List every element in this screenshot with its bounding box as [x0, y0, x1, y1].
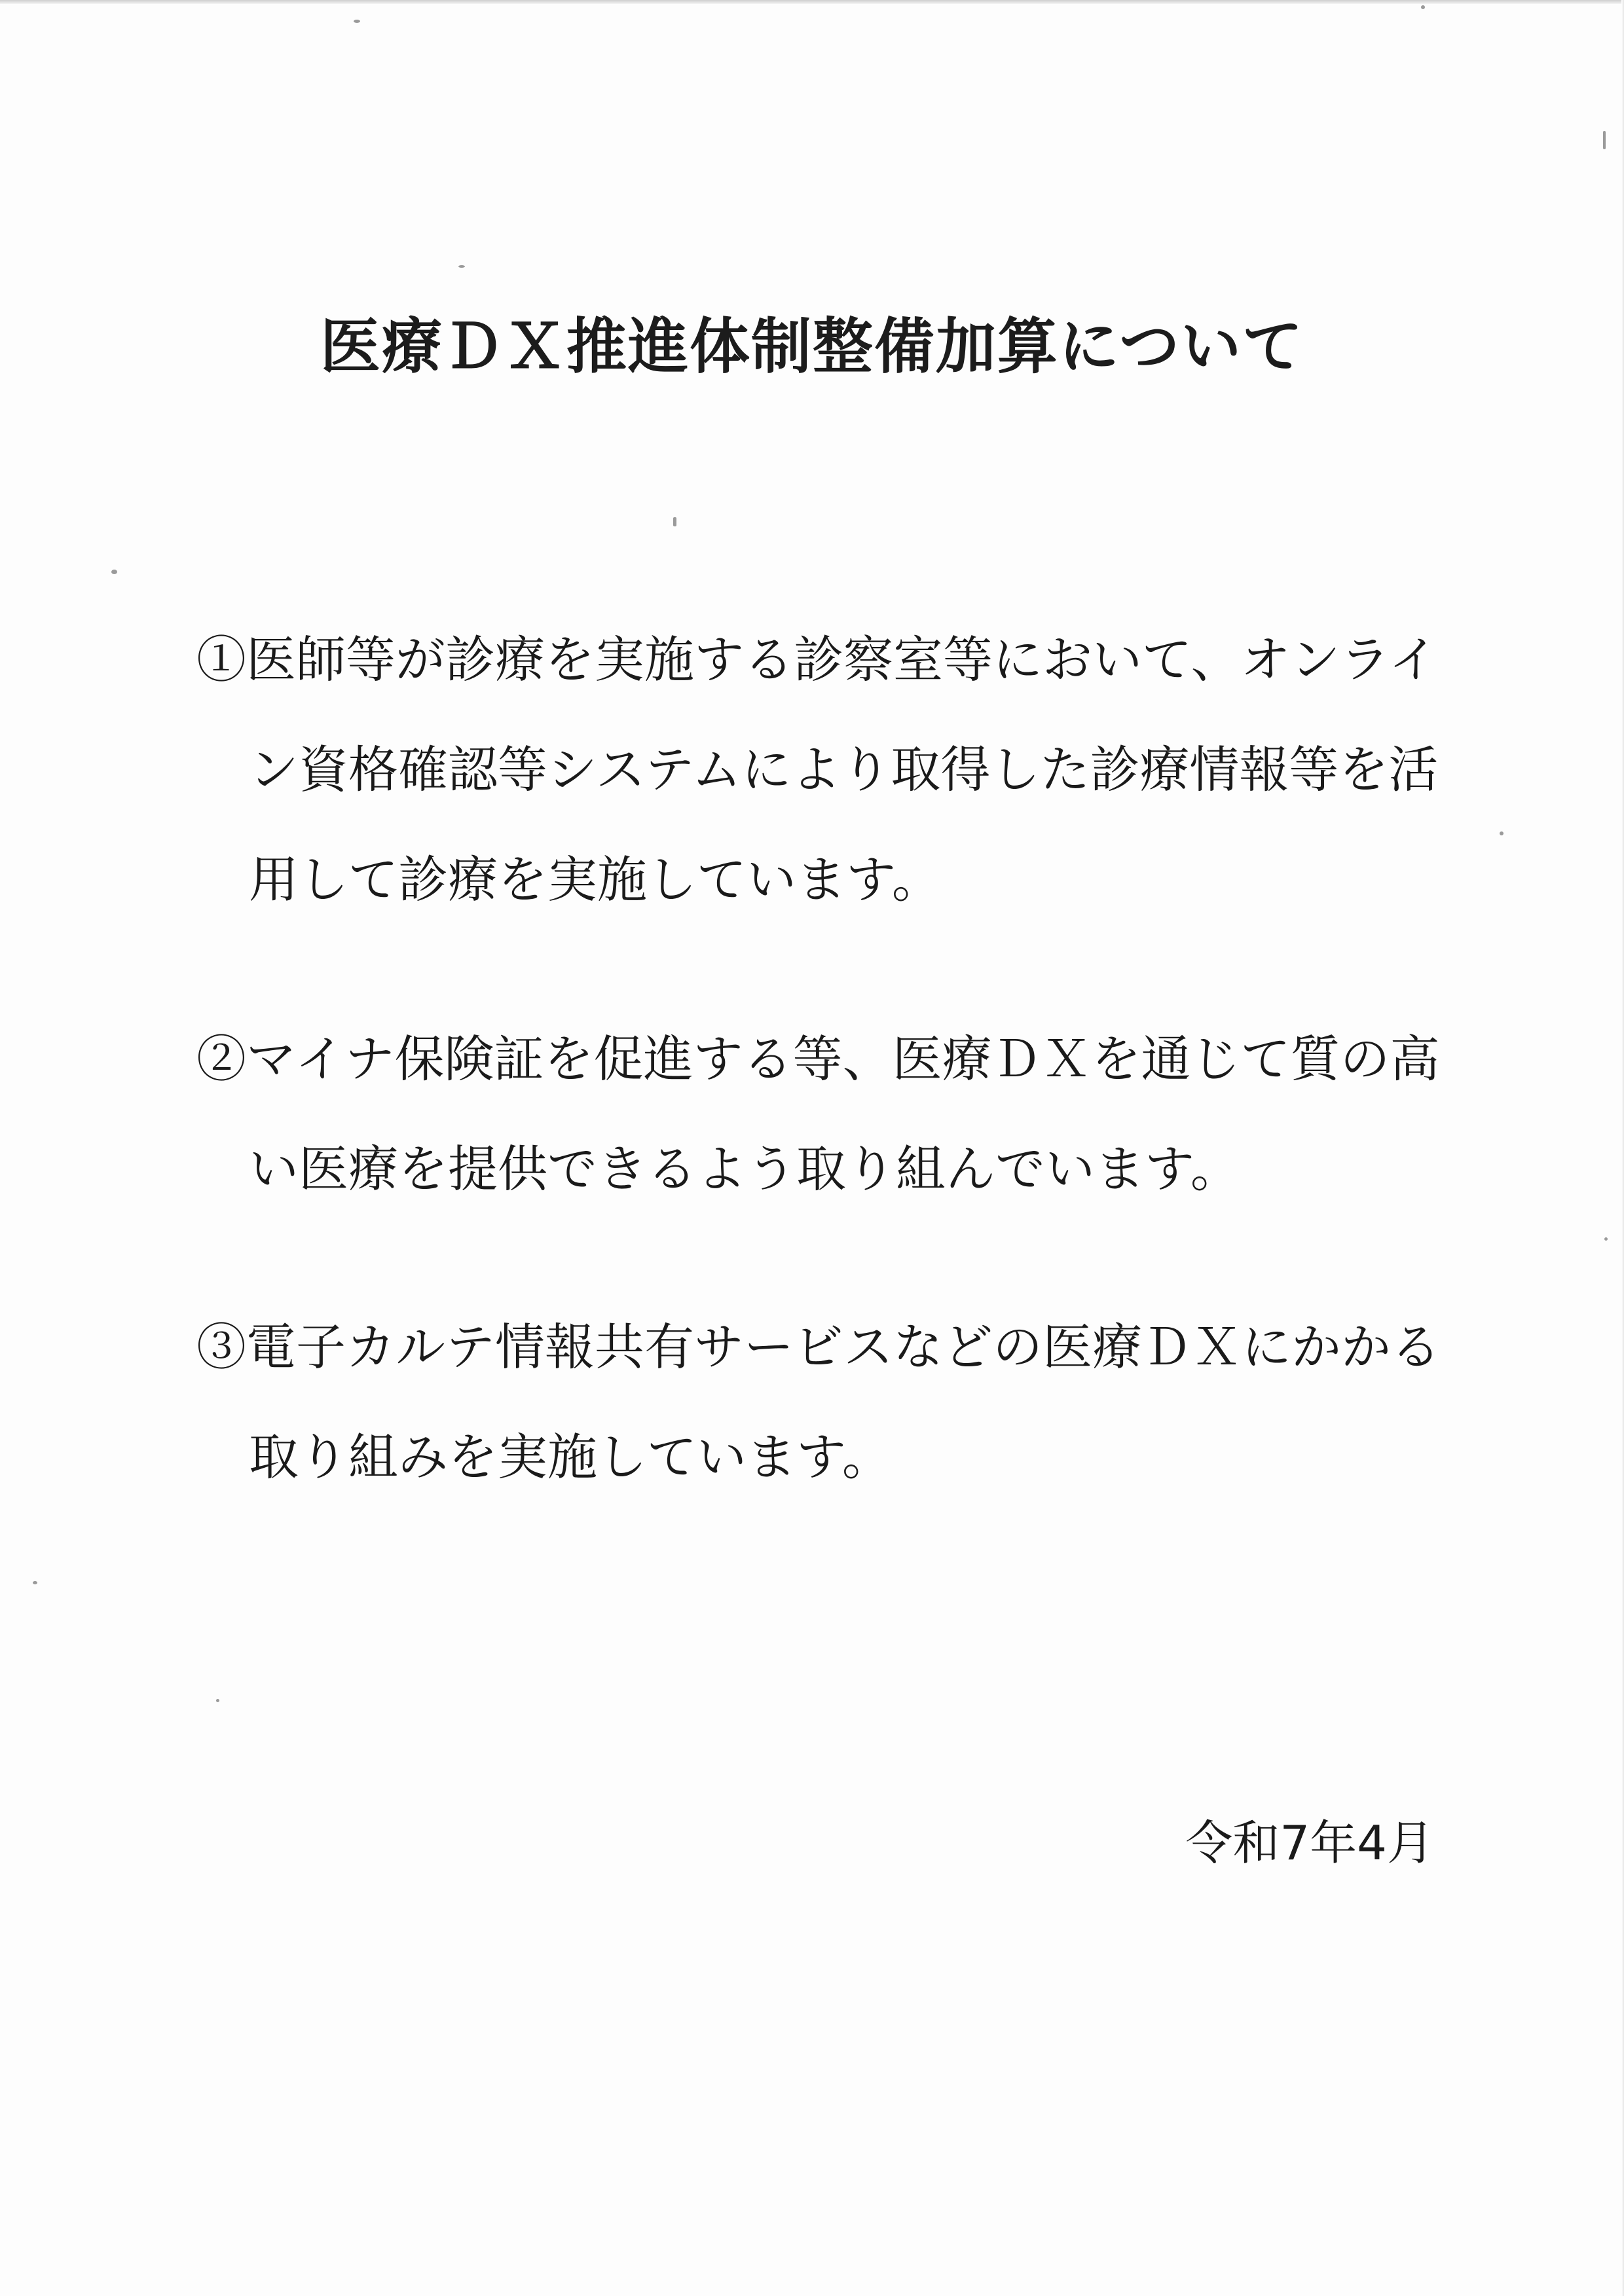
scan-edge-top [0, 0, 1624, 4]
scan-speck [673, 517, 676, 526]
item-text-line: い医療を提供できるよう取り組んでいます。 [249, 1140, 1240, 1198]
scan-speck [458, 265, 465, 268]
item-text-line: 用して診療を実施しています。 [249, 850, 942, 909]
list-item [196, 1030, 1441, 1198]
item-text-line: ②マイナ保険証を促進する等、医療ＤＸを通じて質の高 [196, 1030, 1440, 1088]
scan-speck [1500, 831, 1504, 835]
scan-speck [111, 570, 117, 574]
scan-speck [1604, 1237, 1608, 1241]
list-item [196, 630, 1441, 909]
item-text-line: ③電子カルテ情報共有サービスなどの医療ＤＸにかかる [196, 1318, 1441, 1376]
item-text-line: ①医師等が診療を実施する診察室等において、オンライ [196, 630, 1439, 689]
list-item [196, 1318, 1441, 1486]
scan-speck [1603, 131, 1606, 149]
scan-speck [33, 1581, 37, 1584]
page-title: 医療ＤＸ推進体制整備加算について [320, 312, 1304, 382]
item-text-line: ン資格確認等システムにより取得した診療情報等を活 [249, 740, 1439, 799]
scan-speck [1421, 5, 1425, 9]
item-text-line: 取り組みを実施しています。 [249, 1428, 892, 1486]
scan-speck [216, 1699, 219, 1702]
scan-speck [354, 20, 360, 23]
document-date: 令和7年4月 [1185, 1815, 1434, 1870]
